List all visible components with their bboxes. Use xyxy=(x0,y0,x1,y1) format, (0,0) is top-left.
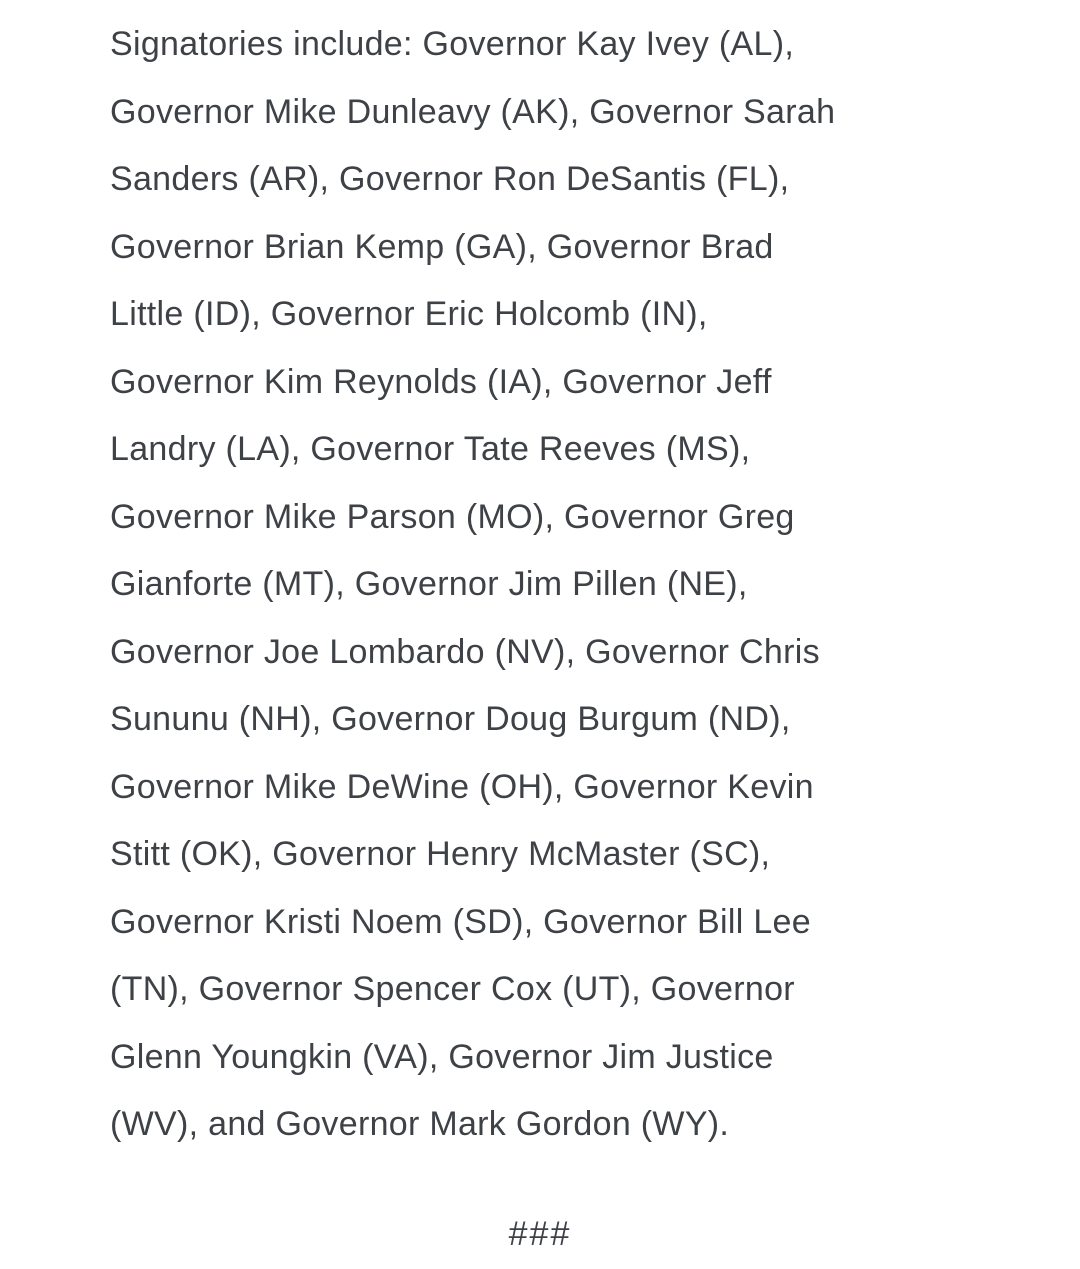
text-line: Signatories include: Governor Kay Ivey (AL), xyxy=(110,25,795,63)
text-line: Governor Kristi Noem (SD), Governor Bill Lee xyxy=(110,902,811,941)
text-line: Landry (LA), Governor Tate Reeves (MS), xyxy=(110,430,751,468)
text-line: Little (ID), Governor Eric Holcomb (IN), xyxy=(110,295,708,333)
text-line: (WV), and Governor Mark Gordon (WY). xyxy=(110,1105,730,1143)
text-line: Stitt (OK), Governor Henry McMaster (SC), xyxy=(110,835,771,873)
text-line: Governor Joe Lombardo (NV), Governor Chris xyxy=(110,632,820,671)
text-line: Governor Brian Kemp (GA), Governor Brad xyxy=(110,227,774,266)
text-line: Governor Mike Dunleavy (AK), Governor Sarah xyxy=(110,92,836,131)
text-line: Governor Kim Reynolds (IA), Governor Jeff xyxy=(110,362,772,401)
text-line: Governor Mike Parson (MO), Governor Greg xyxy=(110,497,795,536)
text-line: Gianforte (MT), Governor Jim Pillen (NE), xyxy=(110,565,748,603)
end-mark: ### xyxy=(508,1214,572,1253)
text-line: (TN), Governor Spencer Cox (UT), Governor xyxy=(110,970,795,1008)
text-line: Glenn Youngkin (VA), Governor Jim Justice xyxy=(110,1037,774,1076)
text-line: Sununu (NH), Governor Doug Burgum (ND), xyxy=(110,700,791,738)
text-line: Governor Mike DeWine (OH), Governor Kevin xyxy=(110,767,814,806)
signatories-paragraph xyxy=(110,11,1020,1159)
text-line: Sanders (AR), Governor Ron DeSantis (FL), xyxy=(110,160,790,198)
